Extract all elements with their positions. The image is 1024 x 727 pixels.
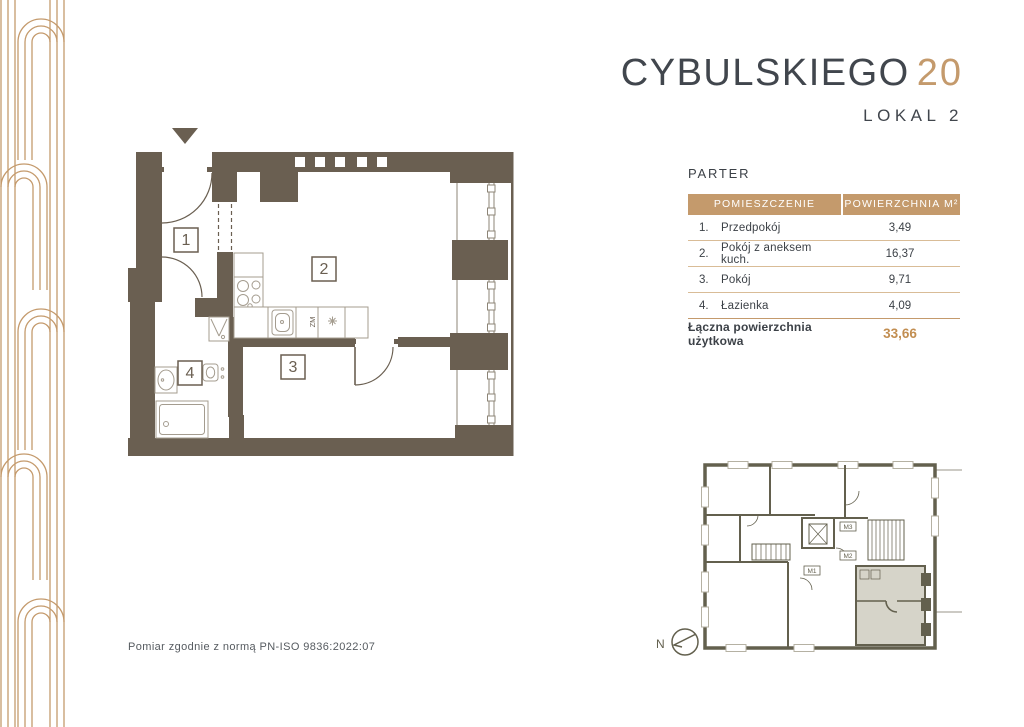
brand-number: 20 [916, 52, 963, 94]
table-row [688, 267, 960, 293]
wall-notch-block [229, 415, 244, 440]
bathroom-door-arc [162, 257, 202, 297]
unit-label-m3: M3 [843, 524, 853, 531]
toilet-mount [221, 376, 224, 379]
room-label-1: 1 [181, 232, 191, 249]
kitchen-fixtures [234, 253, 368, 338]
room-label-3: 3 [288, 359, 298, 376]
wall-pier-left [212, 172, 237, 202]
room3-door-arc [355, 347, 393, 385]
wall-left-lower [130, 300, 155, 456]
wall-left-upper [136, 152, 162, 272]
row-number: 2. [699, 247, 709, 260]
row-number: 3. [699, 273, 709, 286]
art-deco-border [0, 0, 68, 727]
window-pier-1 [452, 240, 508, 280]
site-plan [640, 452, 970, 662]
area-table-panel [688, 166, 960, 348]
table-row [688, 241, 960, 267]
room-label-4: 4 [185, 365, 195, 382]
windows [457, 183, 495, 425]
wall-bottom [128, 438, 513, 456]
door-jamb [394, 339, 398, 344]
unit-label-m2: M2 [843, 553, 853, 560]
compass-circle [672, 629, 698, 655]
header [621, 52, 963, 126]
room-name: Przedpokój [721, 221, 781, 234]
wall-bath-top [195, 298, 233, 317]
room-area: 9,71 [888, 273, 912, 286]
wall-left-step [128, 268, 162, 302]
highlighted-unit [856, 566, 931, 645]
north-compass [656, 629, 698, 655]
door-jamb [207, 167, 212, 172]
row-number: 4. [699, 299, 709, 312]
room-label-2: 2 [319, 261, 329, 278]
elevator [802, 518, 834, 548]
doors [162, 173, 393, 385]
north-label: N [656, 637, 666, 651]
floor-label: PARTER [688, 166, 751, 181]
wall-room3-right [398, 337, 455, 347]
kitchen-cabinet [234, 253, 263, 277]
table-row [688, 293, 960, 319]
entry-arrow-icon [172, 128, 198, 144]
neighbor-lines [935, 470, 962, 612]
kitchen-counter [234, 307, 368, 338]
column-header-area: POWIERZCHNIA M² [843, 194, 960, 215]
wall-outer-right-line [511, 152, 514, 456]
room-area: 3,49 [888, 221, 912, 234]
wall-top-right-corner [450, 152, 513, 183]
room-area: 16,37 [885, 247, 915, 260]
room-name: Pokój [721, 273, 751, 286]
total-row [688, 319, 960, 348]
toilet-mount [221, 368, 224, 371]
room-area: 4,09 [888, 299, 912, 312]
measurement-note: Pomiar zgodnie z normą PN-ISO 9836:2022:07 [128, 641, 376, 653]
entry-door-arc [162, 173, 212, 223]
dishwasher-label: ZM [308, 316, 317, 328]
room-name: Łazienka [721, 299, 769, 312]
wall-mid-upper [217, 252, 233, 298]
door-jamb [159, 167, 164, 172]
unit-label-m1: M1 [807, 568, 817, 575]
window-pier-2 [450, 333, 508, 370]
total-label: Łączna powierzchnia użytkowa [688, 319, 812, 348]
brand-name: CYBULSKIEGO [620, 52, 910, 94]
floor-plan [125, 120, 519, 460]
shower [156, 401, 208, 438]
unit-label: LOKAL 2 [863, 106, 963, 125]
total-value: 33,66 [883, 326, 917, 341]
room-name: Pokój z aneksem kuch. [721, 241, 812, 266]
table-row [688, 215, 960, 241]
column-header-room: POMIESZCZENIE [688, 194, 841, 215]
compass-needle [674, 634, 696, 647]
wall-pier-right [260, 172, 298, 202]
door-jamb [352, 339, 356, 344]
row-number: 1. [699, 221, 709, 234]
table-header [688, 194, 960, 215]
logo [621, 52, 963, 95]
arch-pattern [0, 0, 66, 727]
